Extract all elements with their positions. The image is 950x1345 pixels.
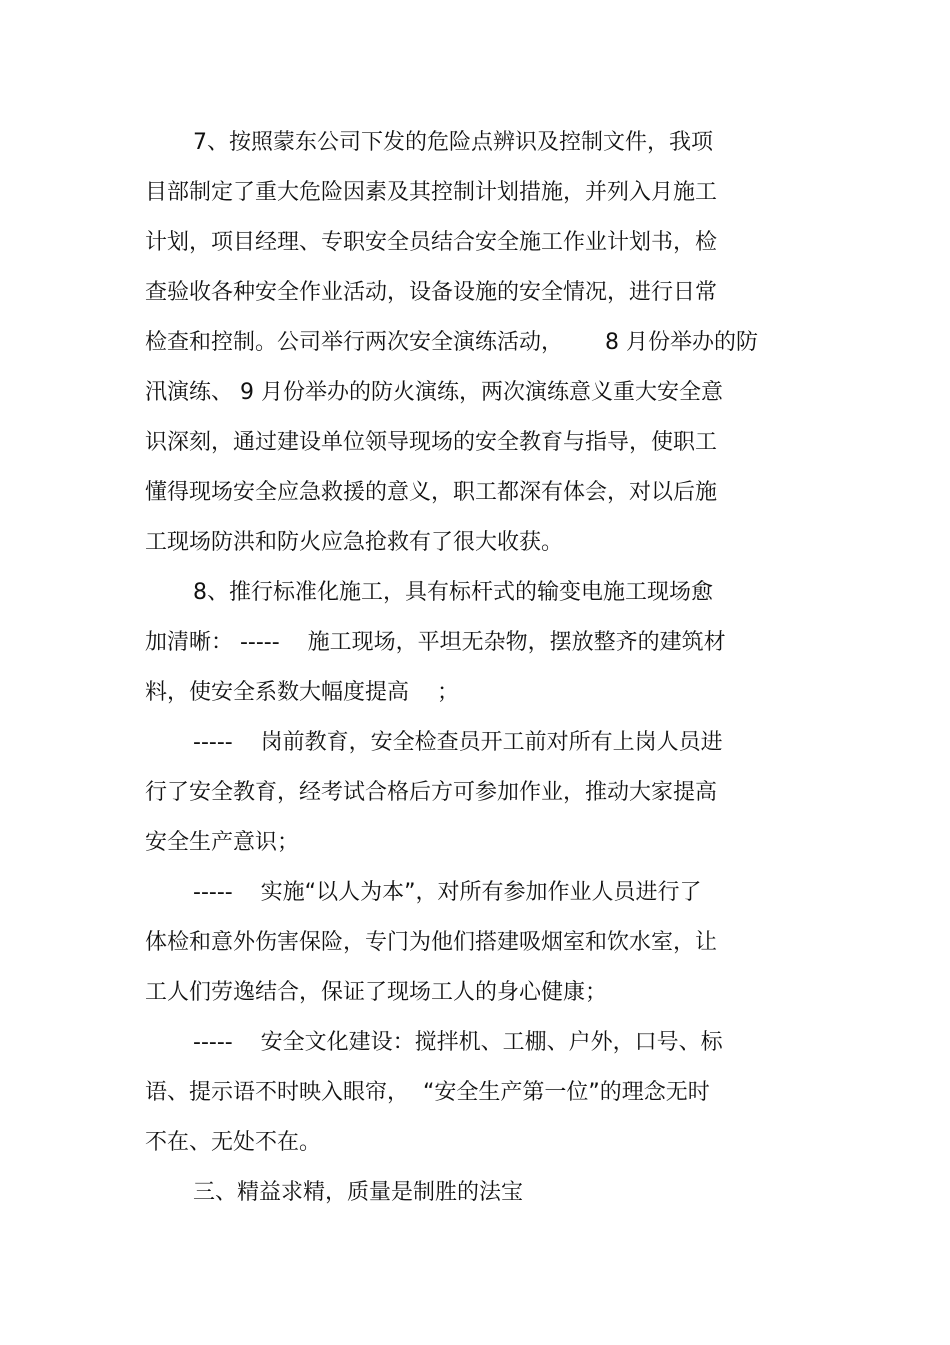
- bullet-people-line-2: 体检和意外伤害保险，专门为他们搭建吸烟室和饮水室，让: [145, 930, 718, 955]
- bullet-culture-line-3: 不在、无处不在。: [145, 1130, 322, 1155]
- paragraph-8-line-3: 料，使安全系数大幅度提高 ；: [145, 680, 459, 705]
- paragraph-7-line-4: 查验收各种安全作业活动，设备设施的安全情况，进行日常: [145, 280, 718, 305]
- paragraph-7-line-1: 7、按照蒙东公司下发的危险点辨识及控制文件，我项: [193, 130, 713, 155]
- paragraph-8-line-1: 8、推行标准化施工，具有标杆式的输变电施工现场愈: [193, 580, 713, 605]
- section-heading-three: 三、精益求精，质量是制胜的法宝: [193, 1180, 524, 1205]
- paragraph-7-line-3: 计划，项目经理、专职安全员结合安全施工作业计划书，检: [145, 230, 718, 255]
- paragraph-7-line-9: 工现场防洪和防火应急抢救有了很大收获。: [145, 530, 564, 555]
- paragraph-7-line-7: 识深刻，通过建设单位领导现场的安全教育与指导，使职工: [145, 430, 718, 455]
- paragraph-7-line-5: 检查和控制。公司举行两次安全演练活动， 8 月份举办的防: [145, 330, 758, 355]
- paragraph-7-line-6: 汛演练、 9 月份举办的防火演练，两次演练意义重大安全意: [145, 380, 723, 405]
- bullet-people-line-1: ----- 实施“以人为本”，对所有参加作业人员进行了: [193, 880, 702, 905]
- paragraph-7-line-8: 懂得现场安全应急救援的意义，职工都深有体会，对以后施: [145, 480, 718, 505]
- paragraph-7-line-2: 目部制定了重大危险因素及其控制计划措施，并列入月施工: [145, 180, 718, 205]
- paragraph-8-line-2: 加清晰： ----- 施工现场，平坦无杂物，摆放整齐的建筑材: [145, 630, 726, 655]
- bullet-people-line-3: 工人们劳逸结合，保证了现场工人的身心健康；: [145, 980, 608, 1005]
- bullet-training-line-1: ----- 岗前教育，安全检查员开工前对所有上岗人员进: [193, 730, 723, 755]
- bullet-culture-line-1: ----- 安全文化建设：搅拌机、工棚、户外，口号、标: [193, 1030, 723, 1055]
- bullet-culture-line-2: 语、提示语不时映入眼帘， “安全生产第一位”的理念无时: [145, 1080, 710, 1105]
- bullet-training-line-2: 行了安全教育，经考试合格后方可参加作业，推动大家提高: [145, 780, 718, 805]
- bullet-training-line-3: 安全生产意识；: [145, 830, 300, 855]
